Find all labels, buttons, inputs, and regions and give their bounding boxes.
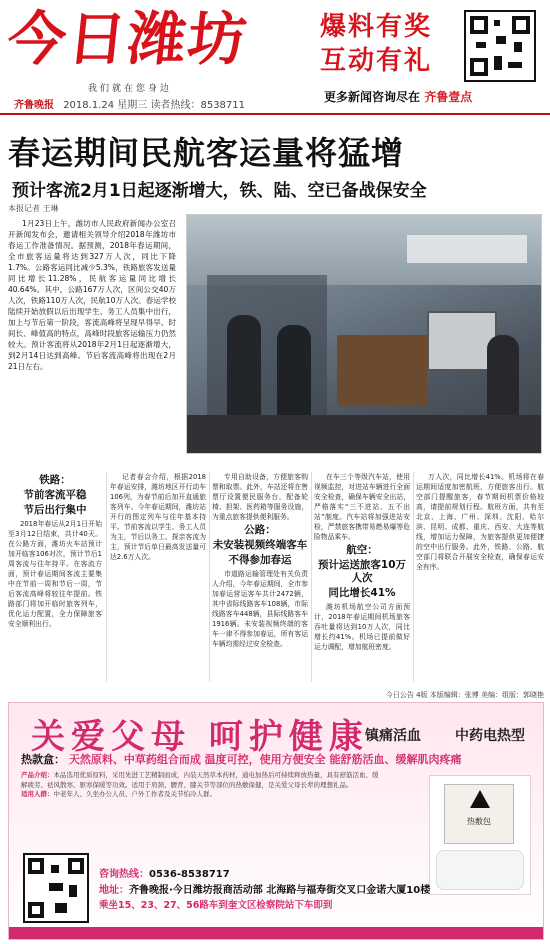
column-divider — [209, 472, 210, 682]
ad-use-label: 适用人群： — [21, 790, 54, 799]
news-photo — [186, 214, 542, 454]
advertisement — [8, 702, 544, 940]
column-text: 记者春会介绍，根据2018年春运安排，潍坊地区开行动车106列，为春节前后加开直通旅客列车。今年春运期间，潍坊站开行的图定列车与往年基本持平。节前客流以学生、务工人员为主，节后以务工、探亲客流为主，预计节后单日最高发送量可达2.6万人次。 — [110, 473, 206, 561]
ad-highlight-label: 热款盒： — [21, 753, 65, 766]
promo-line-1: 爆料有奖 — [320, 12, 433, 42]
column-divider — [413, 472, 414, 682]
brand-name: 齐鲁晚报 — [14, 100, 54, 111]
ad-phone-label: 咨询热线： — [99, 869, 149, 880]
column-5 — [416, 472, 544, 684]
ad-body — [21, 771, 381, 853]
column-2 — [110, 472, 206, 684]
masthead-slogan: 我们就在您身边 — [88, 84, 173, 94]
ad-bottom-stripe — [9, 927, 544, 939]
section-subtitle-air-1: 预计运送旅客10万人次 — [317, 559, 407, 584]
ad-tag-1: 镇痛活血 — [365, 728, 421, 744]
ad-body-label: 产品介绍： — [21, 771, 54, 779]
section-subtitle-road-1: 未安装视频终端客车 — [212, 539, 308, 551]
section-subtitle-rail-2: 节后出行集中 — [23, 504, 87, 516]
heat-pad — [436, 850, 524, 890]
column-text: 市道路运输管理处有关负责人介绍，今年春运期间，全市参加春运营运客车共计2472辆，其中省际线路客车108辆，市际线路客车448辆，县际线路客车1916辆。未安装视频终端的客车一律不得参加春运，所有客运车辆均需经过安全检查。 — [212, 570, 308, 648]
column-text: 2018年春运从2月1日开始至3月12日结束，共计40天。在公路方面，潍坊火车站预计加开临客106对次，预计节后1周客流与往年持平。在客流方面，预计春运期间客流主要集中在节前一周和节后一周，节后客流高峰将较往年提前。铁路部门将加开临时旅客列车，优化运力配置，全力保障旅客安全顺利出行。 — [8, 520, 102, 628]
newspaper-logo: 今日潍坊 — [4, 5, 252, 73]
column-text: 在车三个等级汽车站，使用视频监控，对进站车辆进行全面安全检查，确保车辆安全出站，严格落实“三不进站、五不出站”制度。汽车站将加强进站安检，严禁旅客携带易燃易爆等危险物品乘车。 — [314, 473, 410, 541]
column-air — [314, 472, 410, 684]
column-text: 专用自助设备，方便旅客购票和取票。此外，车站还将在售票厅设置便民服务台，配备轮椅、担架、医药箱等服务设施，为重点旅客提供便利服务。 — [212, 473, 308, 521]
article-headline: 春运期间民航客运量将猛增 — [8, 134, 405, 172]
ad-phone-number: 0536-8538717 — [149, 869, 230, 880]
ad-body-text: 本品选用优质原料，采用先进工艺精制而成，内装天然草本药材，通电加热后可持续释放热量，具有舒筋活血、缓解疲劳、祛风散寒、驱寒保暖等功效。适用于肩颈、腰背、膝关节等部位的热敷保健，是关爱父母长辈的理想礼品。 — [21, 771, 379, 789]
ad-address — [99, 881, 430, 896]
section-title-air: 航空： — [346, 544, 378, 556]
column-road — [212, 472, 308, 684]
qr-code-icon[interactable] — [464, 10, 536, 82]
ad-address-label: 地址： — [99, 885, 129, 896]
article-byline: 本报记者 王琳 — [8, 204, 59, 213]
column-divider — [106, 472, 107, 682]
product-image — [429, 775, 531, 895]
masthead-info — [14, 96, 245, 111]
page-meta: 今日公告 4版 本版编辑：张博 美编：组版：郭晓艳 — [385, 691, 544, 699]
ad-highlight-text: 天然原料、中草药组合而成 温度可控，使用方便安全 能舒筋活血、缓解肌肉疼痛 — [68, 753, 462, 766]
ad-tag-2: 中药电热型 — [455, 728, 525, 744]
ad-title: 关爱父母 呵护健康 — [31, 717, 369, 757]
section-title-rail: 铁路： — [39, 474, 71, 486]
product-box-label: 热敷包 — [467, 817, 491, 826]
reader-hotline: 读者热线：8538711 — [150, 100, 246, 111]
ad-highlight — [21, 751, 541, 767]
section-title-road: 公路： — [244, 524, 276, 536]
column-text: 潍坊机场航空公司方面预计，2018年春运期间机场旅客吞吐量将达到10万人次，同比增长约41%。机场已提前做好运力调配，增加航班密度。 — [314, 603, 410, 651]
article-subheadline: 预计客流2月1日起逐渐增大，铁、陆、空已备战保安全 — [12, 181, 427, 201]
column-divider — [311, 472, 312, 682]
article-intro: 1月23日上午，潍坊市人民政府新闻办公室召开新闻发布会，邀请相关领导介绍2018年潍坊市春运工作准备情况。据预测，2018年春运期间，全市旅客运量将达到327万人次，同比下降1.7%。公路客运同比减少5.3%，铁路旅客发送量同比增长11.28%，民航客运量同比增长40.64%。其中，公路167万人次，区间公交40万人次，铁路110万人次，民航10万人次。春运学校陆续开始放假以后出现学生、务工人员集中出行，加上与节后第一阶段，客流高峰将呈现早得早、时间长、峰值高的特点，高峰时段旅客运输压力仍然较大。预计客流将从2018年2月1日起逐渐增大，到2月14日达到高峰。节后客流高峰将出现在2月21日左右。 — [8, 219, 176, 371]
ad-use-text: 中老年人、久坐办公人员、户外工作者及关节怕冷人群。 — [53, 790, 216, 799]
promo-note-text: 更多新闻咨询尽在 — [324, 90, 421, 104]
issue-weekday: 星期三 — [117, 100, 148, 111]
promo-note-brand: 齐鲁壹点 — [424, 90, 473, 104]
ad-bus-route: 乘坐15、23、27、56路车到奎文区检察院站下车即到 — [99, 900, 333, 911]
section-subtitle-road-2: 不得参加春运 — [228, 554, 292, 566]
ad-address-text: 齐鲁晚报·今日潍坊报商活动部 北海路与福寿街交叉口金诺大厦10楼 — [129, 885, 431, 896]
ad-phone — [99, 865, 230, 880]
masthead-divider — [0, 113, 550, 115]
promo-line-2: 互动有礼 — [320, 46, 433, 76]
section-subtitle-air-2: 同比增长41% — [328, 587, 396, 599]
column-text: 万人次，同比增长41%。机场将在春运期间适度加密航班，方便旅客出行。航空部门提醒旅客，春节期间机票价格较高，请提前规划行程。航班方面，共有至北京、上海、广州、深圳、沈阳、哈尔滨、昆明、成都、重庆、西安、大连等航线，增加运力保障，为旅客提供更加便捷的空中出行服务。此外，铁路、公路、航空部门将联合开展安全检查，确保春运安全有序。 — [416, 473, 544, 571]
ad-qr-code-icon[interactable] — [23, 853, 89, 923]
section-subtitle-rail-1: 节前客流平稳 — [23, 489, 87, 501]
promo-note — [324, 88, 472, 105]
issue-date: 2018.1.24 — [63, 100, 115, 111]
column-rail — [8, 472, 102, 684]
